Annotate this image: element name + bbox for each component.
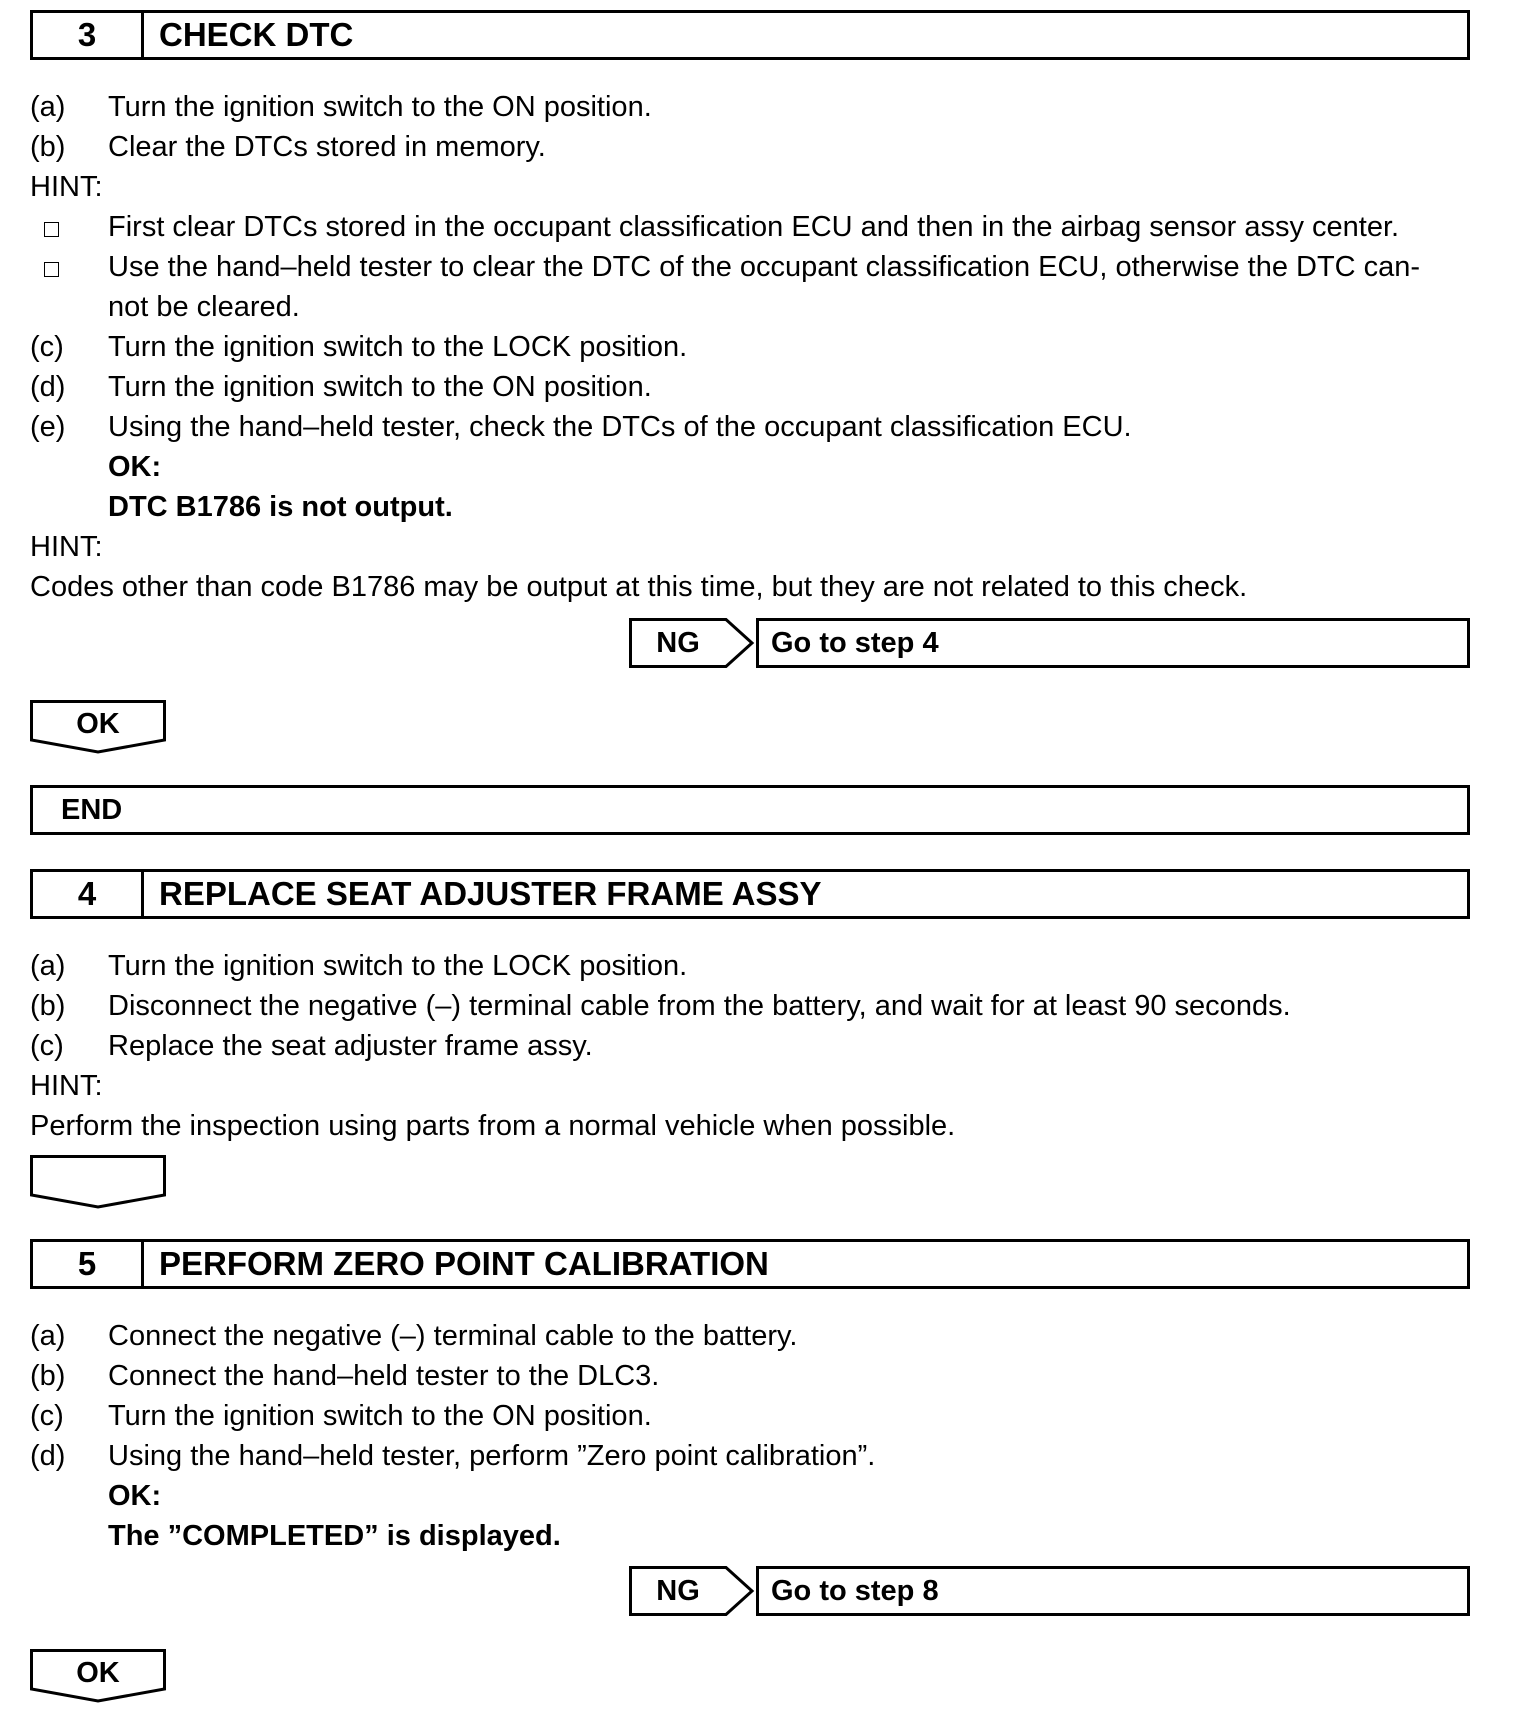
step-4-header: [30, 869, 1470, 919]
ok-heading-text: OK:: [108, 1480, 162, 1512]
ok-condition-text: The ”COMPLETED” is displayed.: [108, 1520, 561, 1552]
ok-label: OK: [76, 1657, 120, 1689]
item-text: Using the hand–held tester, check the DTCs of the occupant classification ECU.: [108, 411, 1132, 443]
item-text: Clear the DTCs stored in memory.: [108, 131, 546, 163]
item-label: (b): [30, 131, 66, 163]
item-label: (c): [30, 1400, 64, 1432]
step-number: 3: [33, 13, 144, 57]
ok-heading-text: OK:: [108, 451, 162, 483]
hint-note-text: Codes other than code B1786 may be output at this time, but they are not related to this check.: [30, 571, 1248, 603]
checkbox-bullet-icon: [44, 222, 59, 237]
bullet-text: First clear DTCs stored in the occupant classification ECU and then in the airbag sensor assy center.: [108, 211, 1400, 243]
item-text: Using the hand–held tester, perform ”Zero point calibration”.: [108, 1440, 876, 1472]
hint-note-text: Perform the inspection using parts from a normal vehicle when possible.: [30, 1110, 956, 1142]
ng-action[interactable]: Go to step 4: [756, 618, 1470, 668]
item-label: (b): [30, 990, 66, 1022]
hint-text: HINT:: [30, 1070, 103, 1102]
ng-label: NG: [656, 627, 700, 659]
step-number: 5: [33, 1242, 144, 1286]
item-text: Connect the hand–held tester to the DLC3.: [108, 1360, 660, 1392]
item-label: (d): [30, 371, 66, 403]
ng-label: NG: [656, 1575, 700, 1607]
step-title: CHECK DTC: [159, 16, 354, 53]
ok-label: OK: [76, 708, 120, 740]
hint-text: HINT:: [30, 171, 103, 203]
item-text: Turn the ignition switch to the ON position.: [108, 1400, 652, 1432]
item-label: (c): [30, 1030, 64, 1062]
item-label: (a): [30, 91, 66, 123]
step-3-header: [30, 10, 1470, 60]
item-label: (a): [30, 1320, 66, 1352]
next-step-tab[interactable]: [30, 1155, 166, 1209]
end-box: END: [30, 785, 1470, 835]
item-text: Turn the ignition switch to the LOCK position.: [108, 950, 688, 982]
item-label: (d): [30, 1440, 66, 1472]
item-text: Replace the seat adjuster frame assy.: [108, 1030, 593, 1062]
item-label: (a): [30, 950, 66, 982]
bullet-text: not be cleared.: [108, 291, 300, 323]
step-5-header: [30, 1239, 1470, 1289]
item-text: Turn the ignition switch to the ON position.: [108, 371, 652, 403]
item-text: Disconnect the negative (–) terminal cable from the battery, and wait for at least 90 seconds.: [108, 990, 1291, 1022]
item-label: (b): [30, 1360, 66, 1392]
item-label: (c): [30, 331, 64, 363]
step-number: 4: [33, 872, 144, 916]
next-arrow-icon: [30, 1155, 166, 1209]
ok-condition-text: DTC B1786 is not output.: [108, 491, 453, 523]
ok-branch-tab[interactable]: [30, 1649, 166, 1703]
ng-branch[interactable]: [629, 1566, 1470, 1616]
step-title: PERFORM ZERO POINT CALIBRATION: [159, 1245, 769, 1282]
item-text: Turn the ignition switch to the ON position.: [108, 91, 652, 123]
item-text: Connect the negative (–) terminal cable to the battery.: [108, 1320, 798, 1352]
checkbox-bullet-icon: [44, 262, 59, 277]
ok-branch-tab[interactable]: [30, 700, 166, 754]
bullet-text: Use the hand–held tester to clear the DTC of the occupant classification ECU, otherwise the DTC can-: [108, 251, 1421, 283]
item-text: Turn the ignition switch to the LOCK position.: [108, 331, 688, 363]
step-title: REPLACE SEAT ADJUSTER FRAME ASSY: [159, 875, 822, 912]
item-label: (e): [30, 411, 66, 443]
ng-action[interactable]: Go to step 8: [756, 1566, 1470, 1616]
hint-text: HINT:: [30, 531, 103, 563]
ng-branch[interactable]: [629, 618, 1470, 668]
